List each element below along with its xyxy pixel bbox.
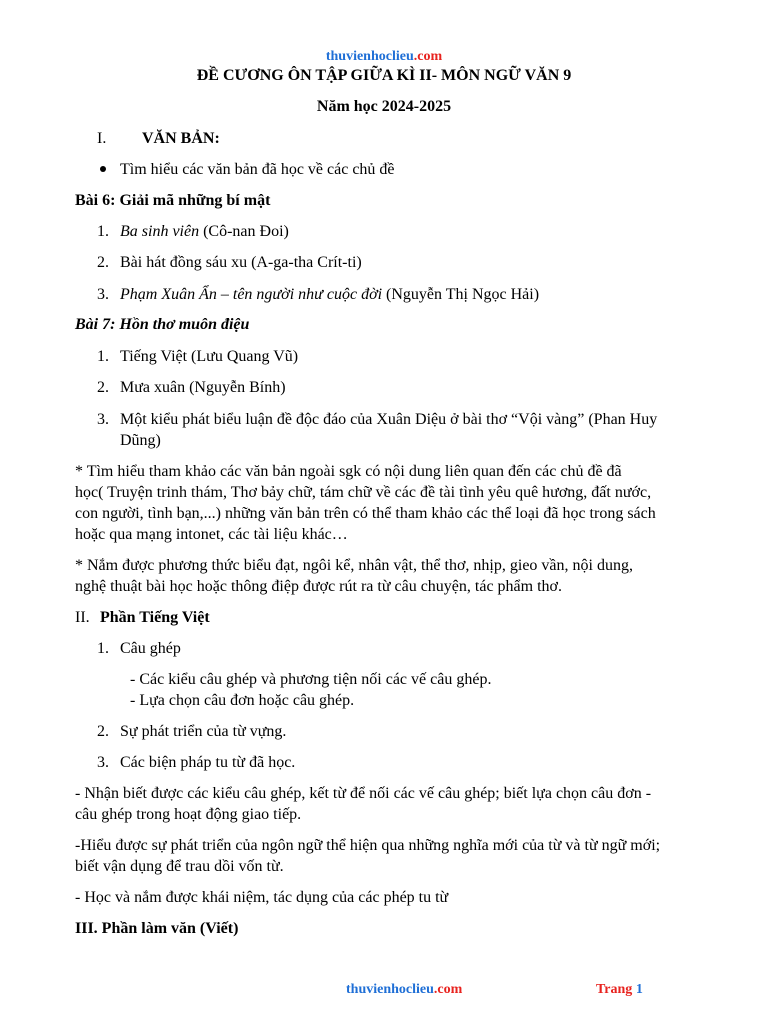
- footer-page-indicator: [596, 979, 643, 1000]
- header-site-name-part2: .com: [413, 49, 443, 64]
- section2-item3-num: 3.: [97, 754, 109, 771]
- lesson6-item3: [120, 284, 539, 305]
- lesson6-item1-title: Ba sinh viên: [120, 223, 200, 240]
- section2-note2-line2: biết vận dụng để trau dồi vốn từ.: [75, 858, 284, 875]
- lesson7-item2: Mưa xuân (Nguyễn Bính): [120, 379, 286, 396]
- lesson7-item3-line1: Một kiểu phát biểu luận đề độc đáo của Xuân Diệu ở bài thơ “Vội vàng” (Phan Huy: [120, 411, 658, 428]
- lesson6-item3-author: (Nguyễn Thị Ngọc Hải): [382, 286, 540, 303]
- section2-note3: - Học và nắm được khái niệm, tác dụng của các phép tu từ: [75, 889, 449, 906]
- lesson6-item1-author: (Cô-nan Đoi): [199, 223, 289, 240]
- lesson6-item2-num: 2.: [97, 254, 109, 271]
- section2-item1-num: 1.: [97, 640, 109, 657]
- section1-note1-line3: con người, tình bạn,...) những văn bản trên có thể tham khảo các thể loại đã học trong sách: [75, 505, 656, 522]
- section2-note1-line2: câu ghép trong hoạt động giao tiếp.: [75, 806, 302, 823]
- section1-note2-line2: nghệ thuật bài học hoặc thông điệp được rút ra từ câu chuyện, tác phẩm thơ.: [75, 578, 562, 595]
- lesson7-item3-num: 3.: [97, 411, 109, 428]
- footer-site-name-part1: thuvienhoclieu: [346, 982, 434, 997]
- section2-note2-line1: -Hiểu được sự phát triển của ngôn ngữ thể hiện qua những nghĩa mới của từ và từ ngữ mới;: [75, 837, 661, 854]
- section2-item2: Sự phát triển của từ vựng.: [120, 723, 287, 740]
- section1-note1-line2: học( Truyện trinh thám, Thơ bảy chữ, tám chữ về các đề tài tình yêu quê hương, đất nước,: [75, 484, 652, 501]
- header-site-name-part1: thuvienhoclieu: [325, 49, 414, 64]
- section2-heading: Phần Tiếng Việt: [100, 609, 210, 626]
- section2-note1-line1: - Nhận biết được các kiểu câu ghép, kết từ để nối các vế câu ghép; biết lựa chọn câu đơn -: [75, 785, 652, 802]
- section2-item3: Các biện pháp tu từ đã học.: [120, 754, 296, 771]
- bullet-icon: [100, 166, 106, 172]
- header-site-name: [0, 46, 768, 67]
- section2-subitem2: - Lựa chọn câu đơn hoặc câu ghép.: [130, 692, 355, 709]
- document-title: ĐỀ CƯƠNG ÔN TẬP GIỮA KÌ II- MÔN NGỮ VĂN 9: [196, 67, 572, 84]
- lesson7-item1-num: 1.: [97, 348, 109, 365]
- lesson6-item3-title: Phạm Xuân Ẩn – tên người như cuộc đời: [120, 286, 383, 303]
- lesson6-item2: Bài hát đồng sáu xu (A-ga-tha Crít-ti): [120, 254, 362, 271]
- section1-note1-line1: * Tìm hiểu tham khảo các văn bản ngoài sgk có nội dung liên quan đến các chủ đề đã: [75, 463, 622, 480]
- section1-note2-line1: * Nắm được phương thức biểu đạt, ngôi kể, nhân vật, thể thơ, nhịp, gieo vần, nội dung,: [75, 557, 633, 574]
- section2-subitem1: - Các kiểu câu ghép và phương tiện nối các vế câu ghép.: [130, 671, 492, 688]
- footer-page-label: Trang: [596, 982, 633, 997]
- lesson6-item1-num: 1.: [97, 223, 109, 240]
- lesson7-item1: Tiếng Việt (Lưu Quang Vũ): [120, 348, 299, 365]
- lesson7-heading: Bài 7: Hồn thơ muôn điệu: [75, 316, 250, 333]
- section2-item1: Câu ghép: [120, 640, 181, 657]
- document-subtitle: Năm học 2024-2025: [316, 98, 452, 115]
- section1-heading: VĂN BẢN:: [142, 130, 220, 147]
- lesson7-item2-num: 2.: [97, 379, 109, 396]
- section2-numeral: II.: [75, 609, 90, 626]
- section1-note1-line4: hoặc qua mạng intonet, các tài liệu khác…: [75, 526, 348, 543]
- lesson6-item1: [120, 221, 289, 242]
- section1-bullet-text: Tìm hiểu các văn bản đã học về các chủ đề: [120, 161, 395, 178]
- lesson6-heading: Bài 6: Giải mã những bí mật: [75, 192, 271, 209]
- lesson6-item3-num: 3.: [97, 286, 109, 303]
- section1-numeral: I.: [97, 130, 107, 147]
- section2-item2-num: 2.: [97, 723, 109, 740]
- lesson7-item3-line2: Dũng): [120, 432, 161, 449]
- footer-site-name: [346, 979, 462, 1000]
- footer-page-number: 1: [635, 982, 643, 997]
- section3-heading: III. Phần làm văn (Viết): [75, 920, 239, 937]
- footer-site-name-part2: .com: [433, 982, 463, 997]
